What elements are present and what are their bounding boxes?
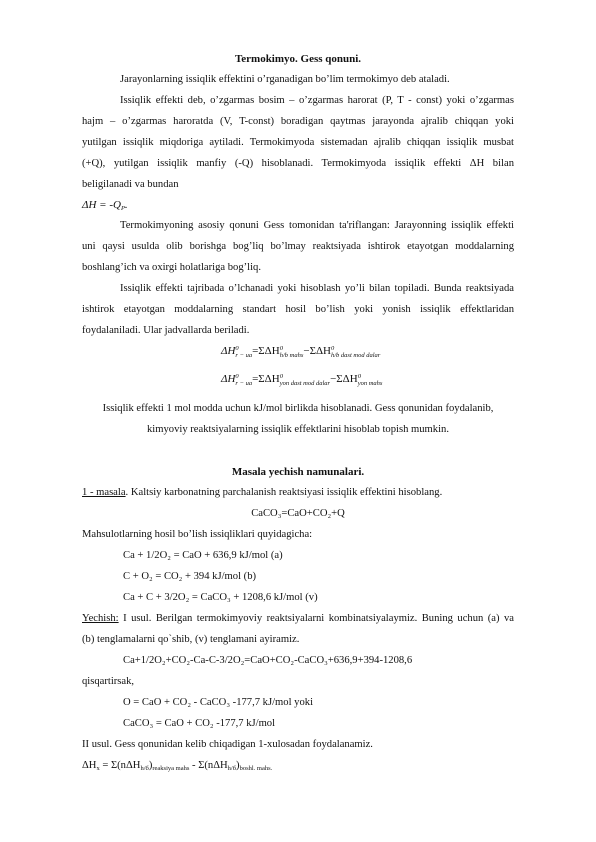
paragraph-definition-line-3: yutilgan issiqlik miqdoriga aytiladi. Termokimyoda sistemadan ajralib chiqqan issiqlik musbat xyxy=(82,137,514,148)
paragraph-units-line-2: kimyoviy reaktsiyalarning issiqlik effektlarini hisoblab topish mumkin. xyxy=(147,424,449,435)
paragraph-measure-line-3: foydalaniladi. Ular jadvallarda beriladi. xyxy=(82,325,250,336)
solution-line-2: (b) tenglamalarni qo`shib, (v) tenglamani ayiramiz. xyxy=(82,634,300,645)
paragraph-hess-line-3: boshlang’ich va oxirgi holatlariga bog’liq. xyxy=(82,262,261,273)
paragraph-hess-line-2: uni qaysi usulda olib borishga bog’liq bo’lmay reaktsiyada ishtirok etayotgan moddalarning xyxy=(82,241,514,252)
products-intro: Mahsulotlarning hosil bo’lish issiqliklari quyidagicha: xyxy=(82,529,313,540)
paragraph-measure-line-2: ishtirok etayotgan moddalarning standart hosil bo’lish yoki yonish issiqlik effektlaridan xyxy=(82,304,514,315)
paragraph-definition-line-1: Issiqlik effekti deb, o’zgarmas bosim – o’zgarmas harorat (P, T - const) yoki o’zgarmas xyxy=(120,95,514,106)
paragraph-units-line-1: Issiqlik effekti 1 mol modda uchun kJ/mol birlikda hisoblanadi. Gess qonunidan foydalanib, xyxy=(102,403,494,414)
solution-label: Yechish: xyxy=(82,613,119,624)
decomposition-reaction: CaCO₃=CaO+CO₂+Q xyxy=(251,508,345,519)
page-title: Termokimyo. Gess qonuni. xyxy=(234,53,362,65)
task-label: 1 - masala xyxy=(82,487,126,498)
task-statement: 1 - masala. Kaltsiy karbonatning parchalanish reaktsiyasi issiqlik effektini hisoblang. xyxy=(82,487,443,498)
paragraph-definition-line-4: (+Q), yutilgan issiqlik manfiy (-Q) hisoblanadi. Termokimyoda issiqlik effekti ΔH bilan xyxy=(82,158,514,169)
paragraph-measure-line-1: Issiqlik effekti tajribada o’lchanadi yoki hisoblash yo’li bilan topiladi. Bunda reaktsiyada xyxy=(120,283,514,294)
paragraph-hess-line-1: Termokimyoning asosiy qonuni Gess tomonidan ta'riflangan: Jarayonning issiqlik effekti xyxy=(120,220,514,231)
result-equation-1: O = CaO + CO₂ - CaCO₃ -177,7 kJ/mol yoki xyxy=(123,697,314,708)
equation-a: Ca + 1/2O₂ = CaO + 636,9 kJ/mol (a) xyxy=(123,550,283,561)
formula-formation: ΔH0 r − ua=ΣΔH0 h/b mahs−ΣΔH0 h/b dast mod dalar xyxy=(221,345,381,359)
paragraph-definition-line-2: hajm – o’zgarmas haroratda (V, T-const) boradigan qaytmas jarayonda ajralib chiqqan yoki xyxy=(82,116,514,127)
method-two-text: II usul. Gess qonunidan kelib chiqadigan 1-xulosadan foydalanamiz. xyxy=(82,739,373,750)
combined-equation: Ca+1/2O₂+CO₂-Ca-C-3/2O₂=CaO+CO₂-CaCO₃+636,9+394-1208,6 xyxy=(123,655,413,666)
final-formula: $\Delta H_x = \Sigma(n\Delta H_{h/б})_{reaksiya mahs} - \Sigma(n\Delta H_{h/б})_{boshl. mahs.}$ xyxy=(82,760,273,772)
paragraph-definition-line-5: beligilanadi va bundan xyxy=(82,179,179,190)
solution-line-1: Yechish: I usul. Berilgan termokimyoviy reaktsiyalarni kombinatsiyalaymiz. Buning uchun (a) va xyxy=(82,613,514,624)
enthalpy-equation: $\Delta H = -Q_P$. xyxy=(82,199,128,212)
equation-v: Ca + C + 3/2O₂ = CaCO₃ + 1208,6 kJ/mol (v) xyxy=(123,592,318,603)
result-equation-2: CaCO₃ = CaO + CO₂ -177,7 kJ/mol xyxy=(123,718,276,729)
paragraph-intro: Jarayonlarning issiqlik effektini o’rganadigan bo’lim termokimyo deb ataladi. xyxy=(120,74,450,85)
formula-combustion: ΔH0 r − ua=ΣΔH0 yon dast mod dalar−ΣΔH0 yon mahs xyxy=(221,373,383,387)
section-title: Masala yechish namunalari. xyxy=(231,466,365,478)
equation-b: C + O₂ = CO₂ + 394 kJ/mol (b) xyxy=(123,571,257,582)
shortening-text: qisqartirsak, xyxy=(82,676,135,687)
